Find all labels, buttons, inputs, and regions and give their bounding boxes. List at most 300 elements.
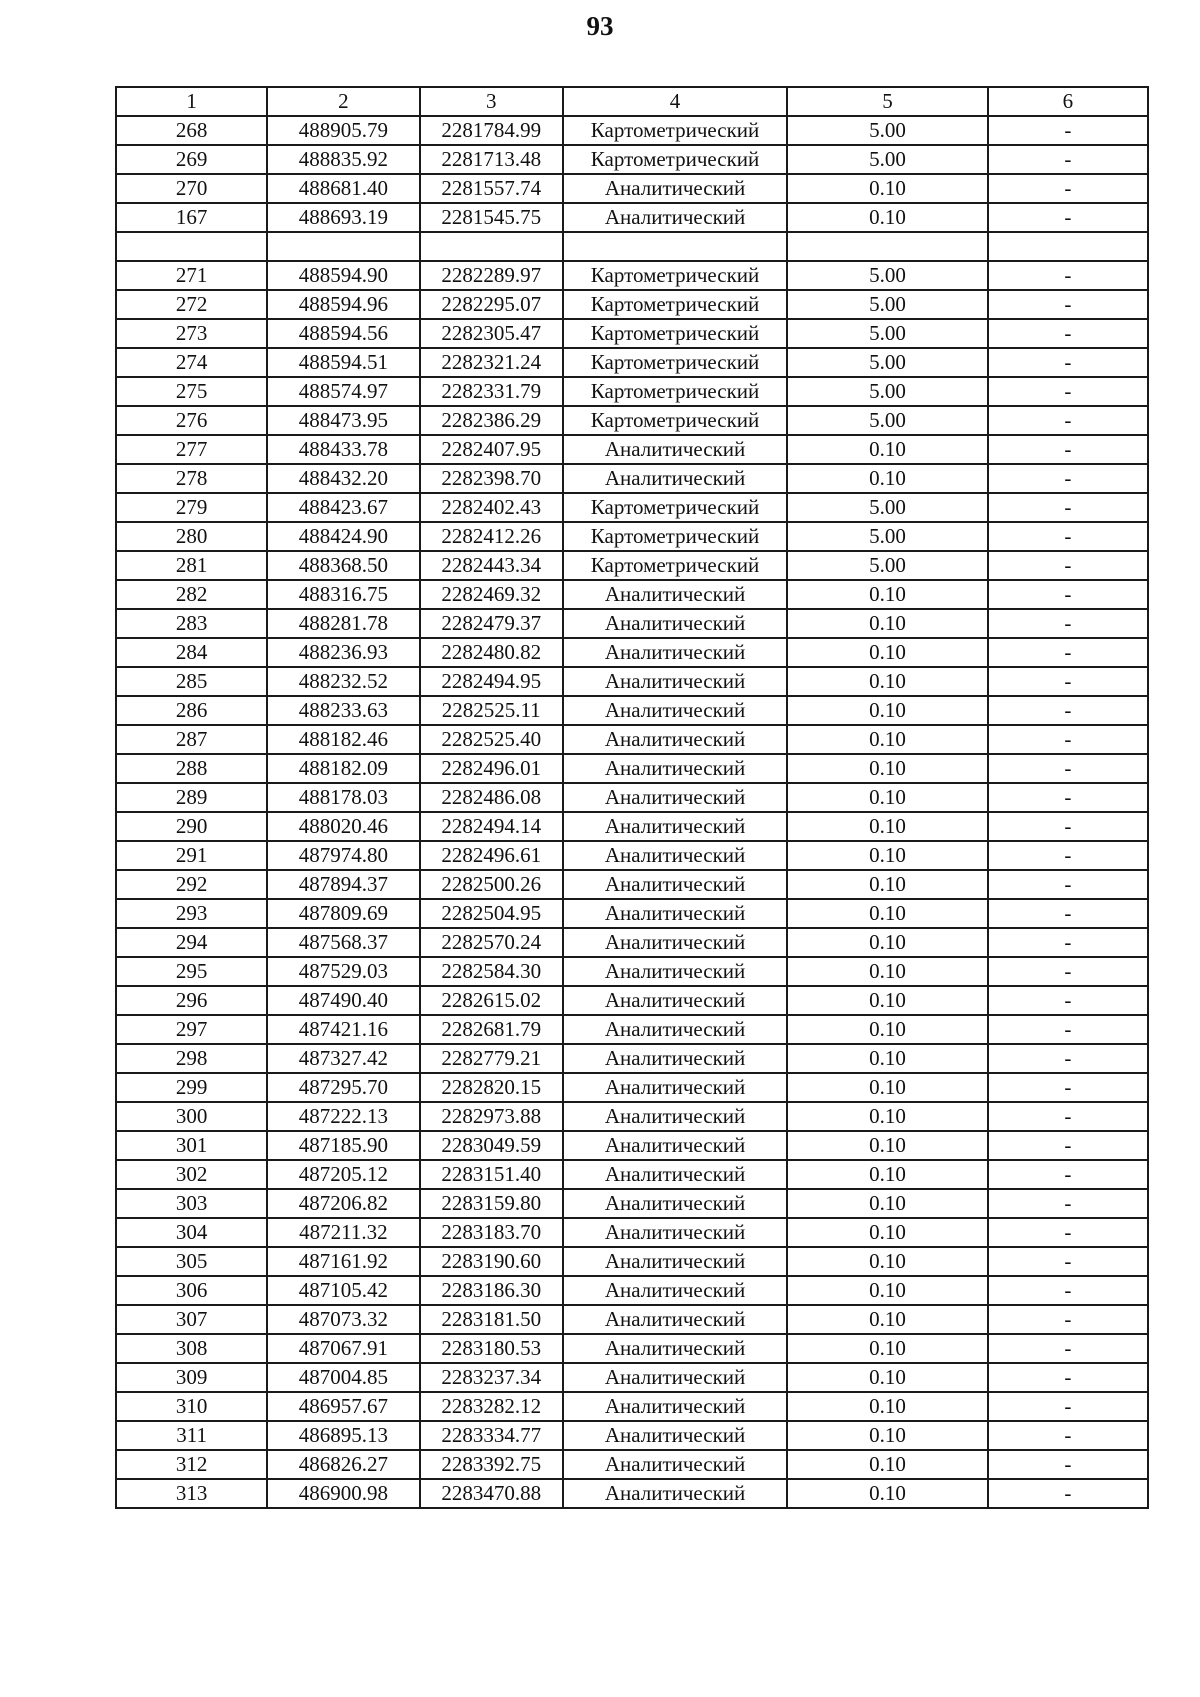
y-coordinate-cell: 2282480.82: [420, 638, 563, 667]
note-cell: -: [988, 290, 1148, 319]
method-cell: Аналитический: [563, 1479, 787, 1508]
y-coordinate-cell: 2282500.26: [420, 870, 563, 899]
note-cell: -: [988, 1276, 1148, 1305]
note-cell: -: [988, 551, 1148, 580]
point-number-cell: 287: [116, 725, 267, 754]
x-coordinate-cell: 488182.46: [267, 725, 419, 754]
table-row: [116, 232, 1148, 261]
accuracy-cell: 5.00: [787, 551, 987, 580]
y-coordinate-cell: 2282681.79: [420, 1015, 563, 1044]
accuracy-cell: 0.10: [787, 1334, 987, 1363]
table-row: [116, 1131, 1148, 1160]
point-number-cell: 277: [116, 435, 267, 464]
x-coordinate-cell: 488594.90: [267, 261, 419, 290]
x-coordinate-cell: 487327.42: [267, 1044, 419, 1073]
x-coordinate-cell: 488681.40: [267, 174, 419, 203]
accuracy-cell: 0.10: [787, 928, 987, 957]
x-coordinate-cell: 487205.12: [267, 1160, 419, 1189]
table-row: [116, 667, 1148, 696]
y-coordinate-cell: 2282398.70: [420, 464, 563, 493]
y-coordinate-cell: 2282486.08: [420, 783, 563, 812]
y-coordinate-cell: 2283151.40: [420, 1160, 563, 1189]
point-number-cell: 295: [116, 957, 267, 986]
point-number-cell: 306: [116, 1276, 267, 1305]
table-row: [116, 1450, 1148, 1479]
accuracy-cell: 0.10: [787, 754, 987, 783]
point-number-cell: 297: [116, 1015, 267, 1044]
method-cell: Аналитический: [563, 1131, 787, 1160]
point-number-cell: 309: [116, 1363, 267, 1392]
method-cell: Аналитический: [563, 1073, 787, 1102]
table-row: [116, 1189, 1148, 1218]
accuracy-cell: 0.10: [787, 986, 987, 1015]
accuracy-cell: 0.10: [787, 1073, 987, 1102]
y-coordinate-cell: 2282615.02: [420, 986, 563, 1015]
note-cell: -: [988, 812, 1148, 841]
method-cell: Аналитический: [563, 174, 787, 203]
accuracy-cell: 0.10: [787, 1160, 987, 1189]
accuracy-cell: 0.10: [787, 638, 987, 667]
point-number-cell: 305: [116, 1247, 267, 1276]
y-coordinate-cell: 2283334.77: [420, 1421, 563, 1450]
y-coordinate-cell: 2281557.74: [420, 174, 563, 203]
y-coordinate-cell: 2282289.97: [420, 261, 563, 290]
point-number-cell: 282: [116, 580, 267, 609]
x-coordinate-cell: 488905.79: [267, 116, 419, 145]
table-row: [116, 986, 1148, 1015]
x-coordinate-cell: 486900.98: [267, 1479, 419, 1508]
accuracy-cell: 0.10: [787, 1392, 987, 1421]
note-cell: -: [988, 725, 1148, 754]
point-number-cell: 292: [116, 870, 267, 899]
y-coordinate-cell: 2282295.07: [420, 290, 563, 319]
note-cell: -: [988, 1189, 1148, 1218]
note-cell: -: [988, 1015, 1148, 1044]
point-number-cell: 307: [116, 1305, 267, 1334]
method-cell: Аналитический: [563, 754, 787, 783]
table-row: [116, 290, 1148, 319]
point-number-cell: 273: [116, 319, 267, 348]
y-coordinate-cell: 2282321.24: [420, 348, 563, 377]
note-cell: -: [988, 145, 1148, 174]
x-coordinate-cell: 488574.97: [267, 377, 419, 406]
table-row: [116, 1160, 1148, 1189]
x-coordinate-cell: 488233.63: [267, 696, 419, 725]
y-coordinate-cell: 2283282.12: [420, 1392, 563, 1421]
point-number-cell: 311: [116, 1421, 267, 1450]
point-number-cell: 308: [116, 1334, 267, 1363]
table-row: [116, 145, 1148, 174]
note-cell: -: [988, 899, 1148, 928]
table-row: [116, 377, 1148, 406]
header-cell-2: 2: [267, 87, 419, 116]
note-cell: -: [988, 957, 1148, 986]
method-cell: Аналитический: [563, 841, 787, 870]
method-cell: Аналитический: [563, 899, 787, 928]
x-coordinate-cell: 488368.50: [267, 551, 419, 580]
table-row: [116, 1363, 1148, 1392]
y-coordinate-cell: 2282469.32: [420, 580, 563, 609]
note-cell: -: [988, 1450, 1148, 1479]
method-cell: Аналитический: [563, 1102, 787, 1131]
table-row: [116, 725, 1148, 754]
method-cell: Аналитический: [563, 986, 787, 1015]
note-cell: -: [988, 1363, 1148, 1392]
table-row: [116, 522, 1148, 551]
method-cell: Аналитический: [563, 1218, 787, 1247]
accuracy-cell: 5.00: [787, 493, 987, 522]
table-row: [116, 783, 1148, 812]
accuracy-cell: 0.10: [787, 1131, 987, 1160]
table-row: [116, 116, 1148, 145]
table-row: [116, 1305, 1148, 1334]
accuracy-cell: 0.10: [787, 1247, 987, 1276]
note-cell: -: [988, 1044, 1148, 1073]
point-number-cell: 302: [116, 1160, 267, 1189]
table-row: [116, 435, 1148, 464]
point-number-cell: 269: [116, 145, 267, 174]
method-cell: Картометрический: [563, 116, 787, 145]
x-coordinate-cell: 488182.09: [267, 754, 419, 783]
table-row: [116, 754, 1148, 783]
table-row: [116, 319, 1148, 348]
method-cell: Аналитический: [563, 928, 787, 957]
table-row: [116, 1276, 1148, 1305]
x-coordinate-cell: 488232.52: [267, 667, 419, 696]
x-coordinate-cell: 487421.16: [267, 1015, 419, 1044]
note-cell: -: [988, 261, 1148, 290]
note-cell: -: [988, 667, 1148, 696]
accuracy-cell: 0.10: [787, 609, 987, 638]
y-coordinate-cell: 2283470.88: [420, 1479, 563, 1508]
y-coordinate-cell: 2283183.70: [420, 1218, 563, 1247]
x-coordinate-cell: 488835.92: [267, 145, 419, 174]
table-header-row: [116, 87, 1148, 116]
y-coordinate-cell: 2282402.43: [420, 493, 563, 522]
y-coordinate-cell: 2282504.95: [420, 899, 563, 928]
x-coordinate-cell: 486826.27: [267, 1450, 419, 1479]
x-coordinate-cell: 487809.69: [267, 899, 419, 928]
x-coordinate-cell: 487894.37: [267, 870, 419, 899]
x-coordinate-cell: [267, 232, 419, 261]
accuracy-cell: 0.10: [787, 435, 987, 464]
note-cell: -: [988, 580, 1148, 609]
note-cell: [988, 232, 1148, 261]
note-cell: -: [988, 1073, 1148, 1102]
accuracy-cell: 5.00: [787, 522, 987, 551]
accuracy-cell: 0.10: [787, 812, 987, 841]
method-cell: Аналитический: [563, 870, 787, 899]
accuracy-cell: 0.10: [787, 841, 987, 870]
method-cell: Картометрический: [563, 377, 787, 406]
note-cell: -: [988, 1305, 1148, 1334]
note-cell: -: [988, 493, 1148, 522]
note-cell: -: [988, 377, 1148, 406]
point-number-cell: 304: [116, 1218, 267, 1247]
table-body: [116, 116, 1148, 1508]
table-row: [116, 174, 1148, 203]
point-number-cell: 275: [116, 377, 267, 406]
note-cell: -: [988, 319, 1148, 348]
x-coordinate-cell: 487073.32: [267, 1305, 419, 1334]
y-coordinate-cell: 2283186.30: [420, 1276, 563, 1305]
point-number-cell: 303: [116, 1189, 267, 1218]
y-coordinate-cell: 2282584.30: [420, 957, 563, 986]
point-number-cell: 274: [116, 348, 267, 377]
method-cell: Аналитический: [563, 609, 787, 638]
note-cell: -: [988, 754, 1148, 783]
y-coordinate-cell: 2282386.29: [420, 406, 563, 435]
accuracy-cell: 0.10: [787, 725, 987, 754]
method-cell: Аналитический: [563, 1276, 787, 1305]
accuracy-cell: 5.00: [787, 145, 987, 174]
method-cell: Аналитический: [563, 203, 787, 232]
y-coordinate-cell: 2281545.75: [420, 203, 563, 232]
x-coordinate-cell: 487295.70: [267, 1073, 419, 1102]
method-cell: Аналитический: [563, 464, 787, 493]
table-row: [116, 203, 1148, 232]
table-row: [116, 1015, 1148, 1044]
method-cell: [563, 232, 787, 261]
point-number-cell: 294: [116, 928, 267, 957]
method-cell: Картометрический: [563, 522, 787, 551]
y-coordinate-cell: 2283180.53: [420, 1334, 563, 1363]
point-number-cell: 290: [116, 812, 267, 841]
x-coordinate-cell: 488423.67: [267, 493, 419, 522]
page-number: 93: [586, 11, 614, 41]
point-number-cell: 310: [116, 1392, 267, 1421]
note-cell: -: [988, 1102, 1148, 1131]
table-row: [116, 1102, 1148, 1131]
note-cell: -: [988, 435, 1148, 464]
note-cell: -: [988, 1392, 1148, 1421]
accuracy-cell: 0.10: [787, 1189, 987, 1218]
y-coordinate-cell: 2282496.01: [420, 754, 563, 783]
table-row: [116, 696, 1148, 725]
point-number-cell: 281: [116, 551, 267, 580]
note-cell: -: [988, 1334, 1148, 1363]
point-number-cell: 278: [116, 464, 267, 493]
y-coordinate-cell: 2282820.15: [420, 1073, 563, 1102]
point-number-cell: 276: [116, 406, 267, 435]
accuracy-cell: 0.10: [787, 1450, 987, 1479]
point-number-cell: 284: [116, 638, 267, 667]
y-coordinate-cell: 2282494.95: [420, 667, 563, 696]
header-cell-5: 5: [787, 87, 987, 116]
method-cell: Аналитический: [563, 1247, 787, 1276]
table-row: [116, 1392, 1148, 1421]
note-cell: -: [988, 928, 1148, 957]
note-cell: -: [988, 696, 1148, 725]
note-cell: -: [988, 348, 1148, 377]
x-coordinate-cell: 488433.78: [267, 435, 419, 464]
point-number-cell: 291: [116, 841, 267, 870]
method-cell: Аналитический: [563, 1044, 787, 1073]
header-cell-6: 6: [988, 87, 1148, 116]
header-cell-1: 1: [116, 87, 267, 116]
x-coordinate-cell: 488594.51: [267, 348, 419, 377]
table-row: [116, 261, 1148, 290]
accuracy-cell: 0.10: [787, 1363, 987, 1392]
x-coordinate-cell: 487004.85: [267, 1363, 419, 1392]
accuracy-cell: 0.10: [787, 203, 987, 232]
method-cell: Аналитический: [563, 783, 787, 812]
method-cell: Аналитический: [563, 696, 787, 725]
note-cell: -: [988, 116, 1148, 145]
note-cell: -: [988, 986, 1148, 1015]
method-cell: Картометрический: [563, 551, 787, 580]
y-coordinate-cell: 2283190.60: [420, 1247, 563, 1276]
y-coordinate-cell: 2282407.95: [420, 435, 563, 464]
y-coordinate-cell: 2282479.37: [420, 609, 563, 638]
x-coordinate-cell: 487222.13: [267, 1102, 419, 1131]
method-cell: Картометрический: [563, 261, 787, 290]
table-row: [116, 406, 1148, 435]
x-coordinate-cell: 486895.13: [267, 1421, 419, 1450]
method-cell: Картометрический: [563, 319, 787, 348]
method-cell: Аналитический: [563, 725, 787, 754]
accuracy-cell: 0.10: [787, 783, 987, 812]
method-cell: Аналитический: [563, 812, 787, 841]
method-cell: Картометрический: [563, 145, 787, 174]
note-cell: -: [988, 174, 1148, 203]
table-row: [116, 928, 1148, 957]
y-coordinate-cell: 2281713.48: [420, 145, 563, 174]
point-number-cell: 268: [116, 116, 267, 145]
method-cell: Картометрический: [563, 406, 787, 435]
y-coordinate-cell: 2283049.59: [420, 1131, 563, 1160]
point-number-cell: 280: [116, 522, 267, 551]
accuracy-cell: 0.10: [787, 1276, 987, 1305]
accuracy-cell: 0.10: [787, 1044, 987, 1073]
method-cell: Аналитический: [563, 1305, 787, 1334]
table-row: [116, 1218, 1148, 1247]
point-number-cell: 272: [116, 290, 267, 319]
x-coordinate-cell: 487067.91: [267, 1334, 419, 1363]
y-coordinate-cell: 2282779.21: [420, 1044, 563, 1073]
table-row: [116, 1073, 1148, 1102]
accuracy-cell: 0.10: [787, 957, 987, 986]
accuracy-cell: 5.00: [787, 348, 987, 377]
table-row: [116, 551, 1148, 580]
y-coordinate-cell: 2283181.50: [420, 1305, 563, 1334]
y-coordinate-cell: 2283237.34: [420, 1363, 563, 1392]
method-cell: Аналитический: [563, 1392, 787, 1421]
x-coordinate-cell: 486957.67: [267, 1392, 419, 1421]
table-row: [116, 638, 1148, 667]
point-number-cell: [116, 232, 267, 261]
table-row: [116, 870, 1148, 899]
accuracy-cell: 0.10: [787, 174, 987, 203]
y-coordinate-cell: 2282496.61: [420, 841, 563, 870]
accuracy-cell: 0.10: [787, 667, 987, 696]
accuracy-cell: 0.10: [787, 870, 987, 899]
note-cell: -: [988, 1218, 1148, 1247]
x-coordinate-cell: 488236.93: [267, 638, 419, 667]
point-number-cell: 313: [116, 1479, 267, 1508]
header-cell-3: 3: [420, 87, 563, 116]
method-cell: Аналитический: [563, 435, 787, 464]
accuracy-cell: 0.10: [787, 1015, 987, 1044]
note-cell: -: [988, 1421, 1148, 1450]
x-coordinate-cell: 488281.78: [267, 609, 419, 638]
table-row: [116, 1247, 1148, 1276]
method-cell: Аналитический: [563, 1450, 787, 1479]
y-coordinate-cell: 2282973.88: [420, 1102, 563, 1131]
point-number-cell: 283: [116, 609, 267, 638]
y-coordinate-cell: 2282525.11: [420, 696, 563, 725]
point-number-cell: 288: [116, 754, 267, 783]
y-coordinate-cell: 2281784.99: [420, 116, 563, 145]
y-coordinate-cell: 2283159.80: [420, 1189, 563, 1218]
method-cell: Аналитический: [563, 957, 787, 986]
method-cell: Картометрический: [563, 493, 787, 522]
y-coordinate-cell: 2282331.79: [420, 377, 563, 406]
accuracy-cell: 5.00: [787, 319, 987, 348]
point-number-cell: 298: [116, 1044, 267, 1073]
note-cell: -: [988, 203, 1148, 232]
note-cell: -: [988, 1247, 1148, 1276]
table-row: [116, 841, 1148, 870]
accuracy-cell: 0.10: [787, 1218, 987, 1247]
point-number-cell: 312: [116, 1450, 267, 1479]
accuracy-cell: 0.10: [787, 1102, 987, 1131]
point-number-cell: 293: [116, 899, 267, 928]
x-coordinate-cell: 488594.56: [267, 319, 419, 348]
note-cell: -: [988, 609, 1148, 638]
method-cell: Картометрический: [563, 348, 787, 377]
accuracy-cell: 5.00: [787, 116, 987, 145]
x-coordinate-cell: 487974.80: [267, 841, 419, 870]
x-coordinate-cell: 487490.40: [267, 986, 419, 1015]
accuracy-cell: 0.10: [787, 464, 987, 493]
table-row: [116, 899, 1148, 928]
x-coordinate-cell: 488594.96: [267, 290, 419, 319]
note-cell: -: [988, 1479, 1148, 1508]
point-number-cell: 167: [116, 203, 267, 232]
method-cell: Аналитический: [563, 1421, 787, 1450]
note-cell: -: [988, 841, 1148, 870]
table-row: [116, 812, 1148, 841]
method-cell: Аналитический: [563, 1160, 787, 1189]
x-coordinate-cell: 488693.19: [267, 203, 419, 232]
x-coordinate-cell: 487206.82: [267, 1189, 419, 1218]
note-cell: -: [988, 522, 1148, 551]
note-cell: -: [988, 464, 1148, 493]
y-coordinate-cell: 2282412.26: [420, 522, 563, 551]
y-coordinate-cell: 2282525.40: [420, 725, 563, 754]
point-number-cell: 271: [116, 261, 267, 290]
y-coordinate-cell: 2283392.75: [420, 1450, 563, 1479]
y-coordinate-cell: [420, 232, 563, 261]
method-cell: Аналитический: [563, 1189, 787, 1218]
point-number-cell: 270: [116, 174, 267, 203]
accuracy-cell: 0.10: [787, 1305, 987, 1334]
table-row: [116, 580, 1148, 609]
table-row: [116, 464, 1148, 493]
table-row: [116, 957, 1148, 986]
point-number-cell: 285: [116, 667, 267, 696]
accuracy-cell: 5.00: [787, 377, 987, 406]
note-cell: -: [988, 870, 1148, 899]
method-cell: Аналитический: [563, 667, 787, 696]
method-cell: Аналитический: [563, 638, 787, 667]
point-number-cell: 279: [116, 493, 267, 522]
x-coordinate-cell: 488473.95: [267, 406, 419, 435]
method-cell: Аналитический: [563, 580, 787, 609]
table-row: [116, 1421, 1148, 1450]
accuracy-cell: 5.00: [787, 261, 987, 290]
